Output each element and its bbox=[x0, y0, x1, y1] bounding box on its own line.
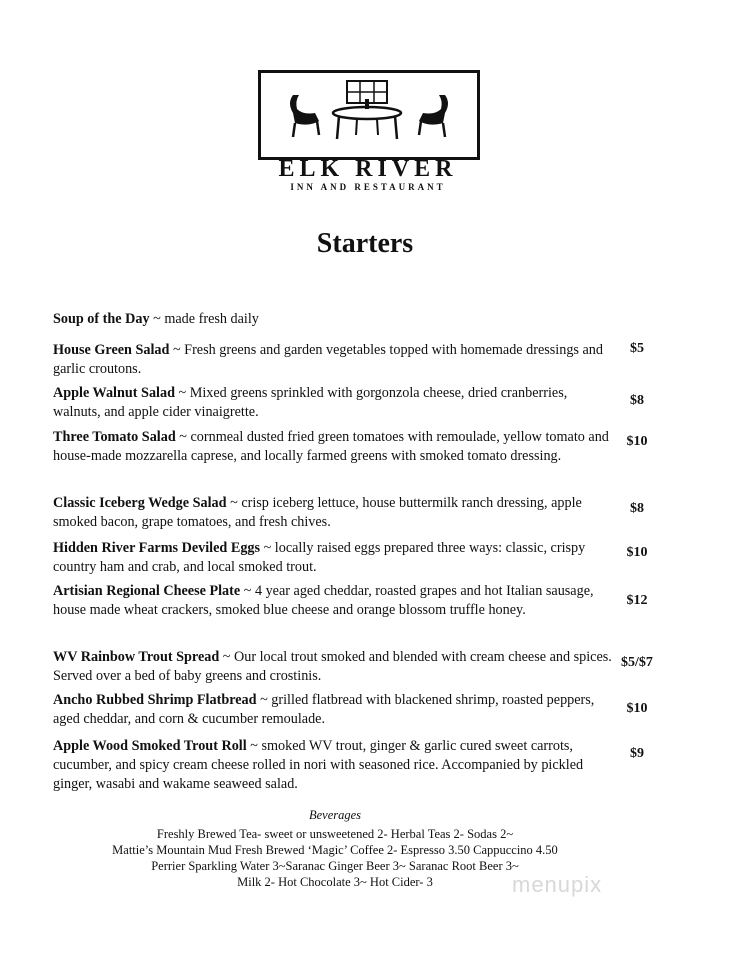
logo-frame bbox=[258, 70, 480, 160]
item-name: Apple Walnut Salad bbox=[53, 385, 175, 401]
menu-item bbox=[53, 582, 613, 620]
item-description: ~ locally raised eggs prepared three ways: classic, crispy country ham and crab, and local smoked trout. bbox=[53, 540, 586, 575]
item-price: $12 bbox=[626, 593, 648, 608]
item-price: $10 bbox=[626, 701, 648, 716]
menu-item bbox=[53, 737, 613, 794]
item-price: $5/$7 bbox=[621, 655, 653, 670]
menu-item bbox=[53, 494, 613, 532]
item-description: ~ smoked WV trout, ginger & garlic cured sweet carrots, cucumber, and spicy cream cheese rolled in nori with seasoned rice. Accompanied by pickled ginger, wasabi and wakame seaweed salad. bbox=[53, 738, 584, 792]
item-description: ~ Fresh greens and garden vegetables topped with homemade dressings and garlic croutons. bbox=[53, 342, 603, 377]
item-price: $10 bbox=[626, 434, 648, 449]
beverage-line: Mattie’s Mountain Mud Fresh Brewed ‘Magic’ Coffee 2- Espresso 3.50 Cappuccino 4.50 bbox=[112, 843, 558, 857]
menu-item bbox=[53, 310, 613, 329]
menu-item bbox=[53, 428, 613, 466]
item-price: $5 bbox=[630, 341, 644, 356]
restaurant-logo bbox=[258, 70, 478, 192]
item-price: $10 bbox=[626, 545, 648, 560]
table-chairs-icon bbox=[261, 73, 477, 157]
menu-item bbox=[53, 691, 613, 729]
beverages-heading: Beverages bbox=[308, 808, 362, 822]
menu-item bbox=[53, 539, 613, 577]
item-name: Apple Wood Smoked Trout Roll bbox=[53, 738, 247, 754]
item-price: $8 bbox=[630, 393, 644, 408]
menupix-watermark: menupix bbox=[512, 872, 603, 897]
menu-item bbox=[53, 384, 613, 422]
beverage-line: Milk 2- Hot Chocolate 3~ Hot Cider- 3 bbox=[237, 875, 433, 889]
item-name: Classic Iceberg Wedge Salad bbox=[53, 495, 227, 511]
page-title: Starters bbox=[316, 228, 414, 259]
item-description: ~ crisp iceberg lettuce, house buttermilk ranch dressing, apple smoked bacon, grape tomatoes, and fresh chives. bbox=[53, 495, 582, 530]
beverage-line: Perrier Sparkling Water 3~Saranac Ginger Beer 3~ Saranac Root Beer 3~ bbox=[151, 859, 519, 873]
logo-subtitle: INN AND RESTAURANT bbox=[290, 182, 446, 192]
item-name: Soup of the Day bbox=[53, 311, 150, 327]
item-description: ~ cornmeal dusted fried green tomatoes with remoulade, yellow tomato and house-made mozzarella caprese, and locally farmed greens with smoked tomato dressing. bbox=[53, 429, 609, 464]
item-description: ~ grilled flatbread with blackened shrimp, roasted peppers, aged cheddar, and corn & cucumber remoulade. bbox=[53, 692, 595, 727]
menu-item bbox=[53, 648, 613, 686]
beverage-line: Freshly Brewed Tea- sweet or unsweetened 2- Herbal Teas 2- Sodas 2~ bbox=[156, 827, 514, 841]
item-name: House Green Salad bbox=[53, 342, 170, 358]
item-price: $9 bbox=[630, 746, 644, 761]
item-description: ~ Our local trout smoked and blended with cream cheese and spices. Served over a bed of baby greens and crostinis. bbox=[53, 649, 612, 684]
item-name: WV Rainbow Trout Spread bbox=[53, 649, 220, 665]
item-price: $8 bbox=[630, 501, 644, 516]
logo-name: ELK RIVER bbox=[278, 156, 458, 182]
item-name: Three Tomato Salad bbox=[53, 429, 176, 445]
item-name: Hidden River Farms Deviled Eggs bbox=[53, 540, 261, 556]
menu-item bbox=[53, 341, 613, 379]
item-name: Artisian Regional Cheese Plate bbox=[53, 583, 241, 599]
item-name: Ancho Rubbed Shrimp Flatbread bbox=[53, 692, 257, 708]
item-description: ~ Mixed greens sprinkled with gorgonzola cheese, dried cranberries, walnuts, and apple cider vinaigrette. bbox=[53, 385, 568, 420]
item-description: ~ made fresh daily bbox=[149, 311, 259, 327]
item-description: ~ 4 year aged cheddar, roasted grapes and hot Italian sausage, house made wheat crackers, smoked blue cheese and orange blossom truffle honey. bbox=[53, 583, 594, 618]
